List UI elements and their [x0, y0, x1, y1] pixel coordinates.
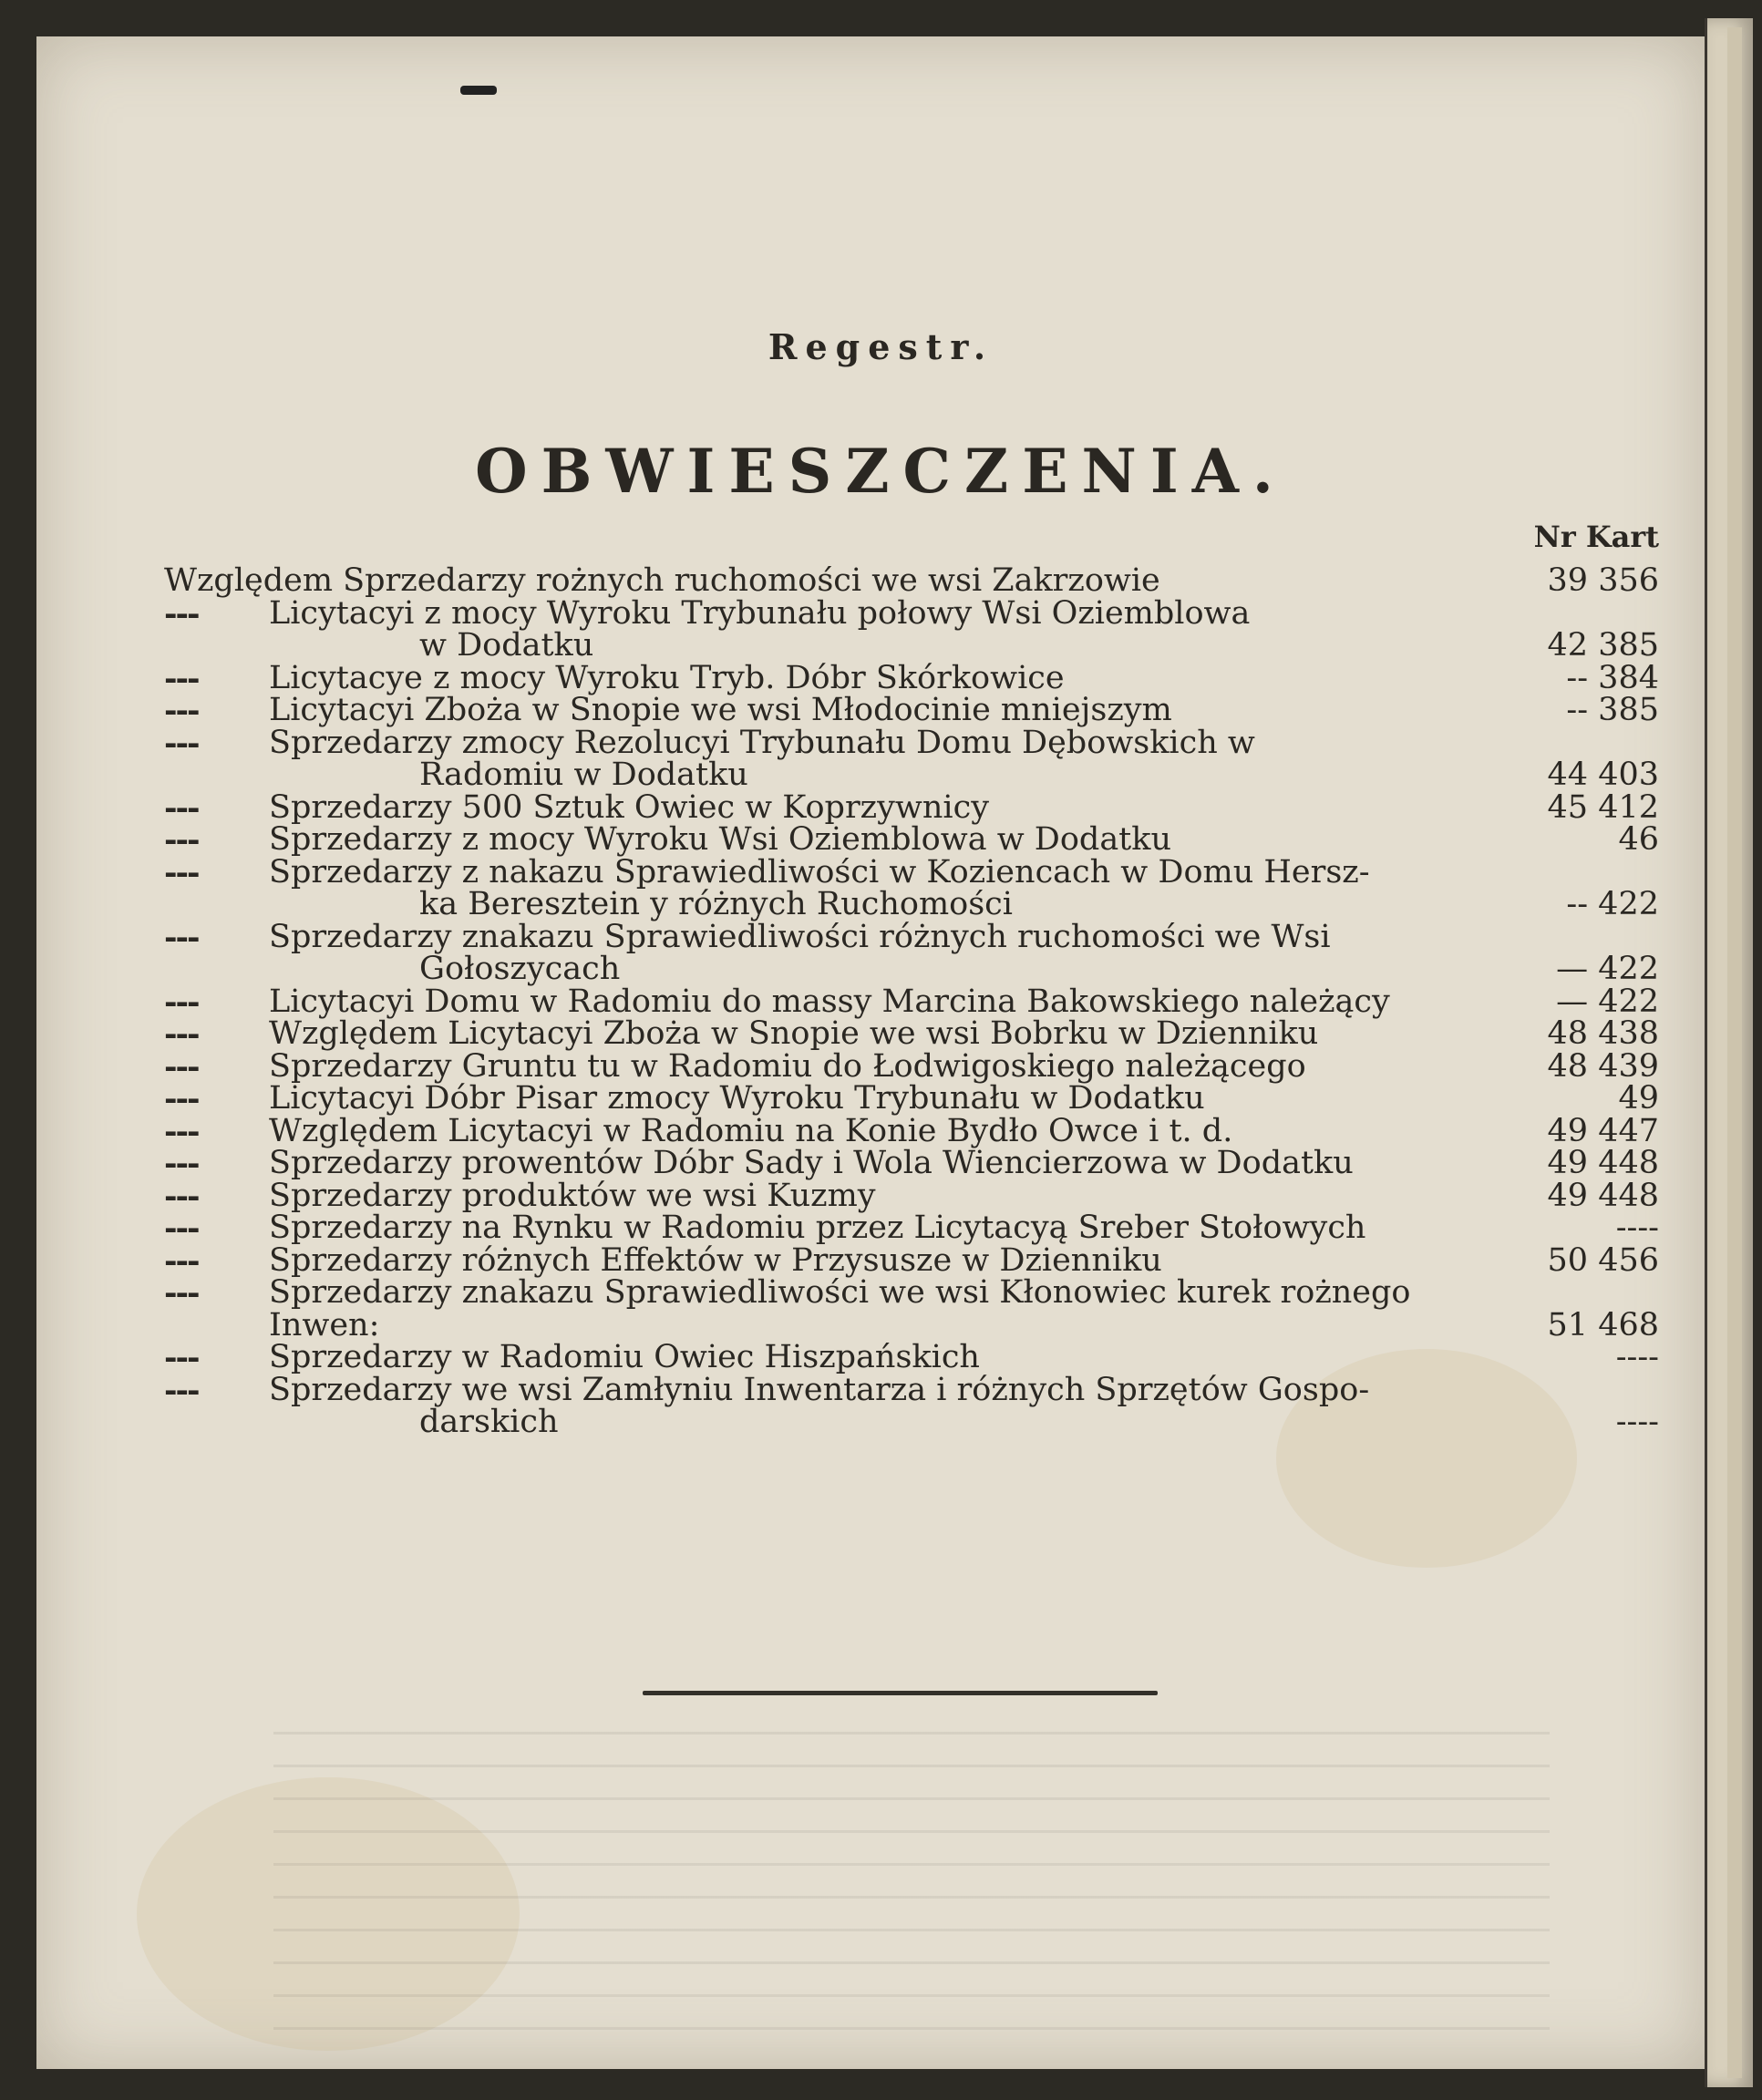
entry-text: Licytacyi z mocy Wyroku Trybunału połowy Wsi Oziemblowa [269, 594, 1251, 632]
ditto-dash: --- [164, 692, 199, 729]
entry-text: Sprzedarzy Gruntu tu w Radomiu do Łodwigoskiego należącego [269, 1047, 1306, 1085]
entry-text: Sprzedarzy prowentów Dóbr Sady i Wola Wiencierzowa w Dodatku [269, 1145, 1354, 1181]
entry-page-ref: — 422 [1556, 951, 1659, 987]
list-item [164, 918, 1677, 987]
entry-page-ref: -- 384 [1566, 659, 1659, 696]
list-item [164, 1212, 1677, 1245]
list-item [164, 788, 1677, 827]
list-item [164, 659, 1677, 697]
ditto-dash: --- [164, 1210, 199, 1247]
entry-text: Sprzedarzy zmocy Rezolucyi Trybunału Domu Dębowskich w [269, 724, 1255, 761]
ditto-dash: --- [164, 853, 199, 891]
ditto-dash: --- [164, 594, 199, 633]
ink-mark [460, 86, 497, 95]
list-item [164, 1112, 1677, 1150]
ditto-dash: --- [164, 821, 199, 859]
entry-text: Gołoszycach [419, 951, 621, 987]
entry-page-ref: ---- [1615, 1404, 1659, 1440]
entry-text: Względem Sprzedarzy rożnych ruchomości we wsi Zakrzowie [164, 562, 1160, 599]
list-item [164, 1177, 1677, 1215]
ditto-dash: --- [164, 1177, 199, 1215]
ditto-dash: --- [164, 724, 199, 762]
entry-page-ref: 46 [1618, 821, 1659, 858]
list-item [164, 853, 1677, 922]
entry-text: Względem Licytacyi w Radomiu na Konie Bydło Owce i t. d. [269, 1112, 1233, 1149]
ditto-dash: --- [164, 1112, 199, 1150]
ditto-dash: --- [164, 1047, 199, 1086]
entry-text: w Dodatku [419, 627, 594, 664]
entry-page-ref: ---- [1615, 1210, 1659, 1246]
column-header-page-ref: Nr Kart [1533, 520, 1659, 554]
ditto-dash: --- [164, 918, 199, 956]
entry-text: Sprzedarzy z nakazu Sprawiedliwości w Koziencach w Domu Hersz- [269, 853, 1370, 890]
entry-text: Licytacye z mocy Wyroku Tryb. Dóbr Skórkowice [269, 659, 1065, 696]
entry-page-ref: — 422 [1556, 983, 1659, 1020]
entry-text: Licytacyi Dóbr Pisar zmocy Wyroku Trybunału w Dodatku [269, 1080, 1205, 1117]
ditto-dash: --- [164, 983, 199, 1021]
entry-text: Sprzedarzy na Rynku w Radomiu przez Licytacyą Sreber Stołowych [269, 1210, 1366, 1246]
entry-text: Sprzedarzy we wsi Zamłyniu Inwentarza i różnych Sprzętów Gospo- [269, 1371, 1370, 1408]
ditto-dash: --- [164, 1145, 199, 1182]
ditto-dash: --- [164, 1339, 199, 1376]
entry-page-ref: 49 [1618, 1080, 1659, 1117]
entry-page-ref: 45 412 [1547, 788, 1659, 826]
entry-text: Sprzedarzy produktów we wsi Kuzmy [269, 1177, 876, 1214]
list-item [164, 1080, 1677, 1117]
entry-page-ref: 44 403 [1547, 757, 1659, 793]
list-item [164, 724, 1677, 793]
ditto-dash: --- [164, 788, 199, 827]
entry-text: ka Beresztein y różnych Ruchomości [419, 886, 1013, 922]
list-item [164, 821, 1677, 859]
entry-text: Względem Licytacyi Zboża w Snopie we wsi Bobrku w Dzienniku [269, 1015, 1319, 1052]
list-item [164, 1339, 1677, 1376]
list-item [164, 1241, 1677, 1280]
entry-text: Sprzedarzy znakazu Sprawiedliwości różnych ruchomości we Wsi [269, 918, 1331, 955]
list-item [164, 692, 1677, 729]
list-item [164, 1371, 1677, 1440]
list-item [164, 1015, 1677, 1053]
entry-page-ref: 48 439 [1547, 1047, 1659, 1085]
entry-page-ref: ---- [1615, 1339, 1659, 1375]
entry-text: Sprzedarzy w Radomiu Owiec Hiszpańskich [269, 1339, 980, 1375]
entry-page-ref: 49 448 [1547, 1145, 1659, 1181]
ditto-dash: --- [164, 1371, 199, 1409]
entry-page-ref: -- 422 [1566, 886, 1659, 922]
divider-rule [643, 1691, 1158, 1695]
list-item [164, 1145, 1677, 1182]
entry-text: Licytacyi Zboża w Snopie we wsi Młodocinie mniejszym [269, 692, 1172, 728]
page-title: OBWIESZCZENIA. [475, 436, 1287, 507]
entry-text: Sprzedarzy różnych Effektów w Przysusze w Dzienniku [269, 1241, 1162, 1279]
list-item [164, 594, 1677, 664]
entry-page-ref: 49 448 [1547, 1177, 1659, 1214]
list-item [164, 1274, 1677, 1343]
entry-text: Sprzedarzy z mocy Wyroku Wsi Oziemblowa w Dodatku [269, 821, 1171, 858]
ditto-dash: --- [164, 659, 199, 697]
ditto-dash: --- [164, 1015, 199, 1053]
ditto-dash: --- [164, 1274, 199, 1312]
entry-page-ref: -- 385 [1566, 692, 1659, 728]
entry-text: Sprzedarzy znakazu Sprawiedliwości we wsi Kłonowiec kurek rożnego Inwen: [269, 1274, 1411, 1343]
entry-page-ref: 49 447 [1547, 1112, 1659, 1149]
entry-page-ref: 50 456 [1547, 1241, 1659, 1279]
entry-text: Sprzedarzy 500 Sztuk Owiec w Koprzywnicy [269, 788, 989, 826]
entry-page-ref: 39 356 [1547, 562, 1659, 599]
entry-page-ref: 42 385 [1547, 627, 1659, 664]
entry-text: Radomiu w Dodatku [419, 757, 748, 793]
list-item [164, 1047, 1677, 1086]
ditto-dash: --- [164, 1241, 199, 1280]
list-item [164, 562, 1677, 599]
entries-list [164, 562, 1677, 1440]
ditto-dash: --- [164, 1080, 199, 1117]
entry-page-ref: 51 468 [1547, 1306, 1659, 1343]
entry-page-ref: 48 438 [1547, 1015, 1659, 1052]
entry-text: Licytacyi Domu w Radomiu do massy Marcina Bakowskiego należący [269, 983, 1390, 1020]
register-label: Regestr. [768, 326, 994, 367]
entry-text: darskich [419, 1404, 559, 1440]
list-item [164, 983, 1677, 1021]
bleed-through-text [273, 1732, 1550, 2042]
